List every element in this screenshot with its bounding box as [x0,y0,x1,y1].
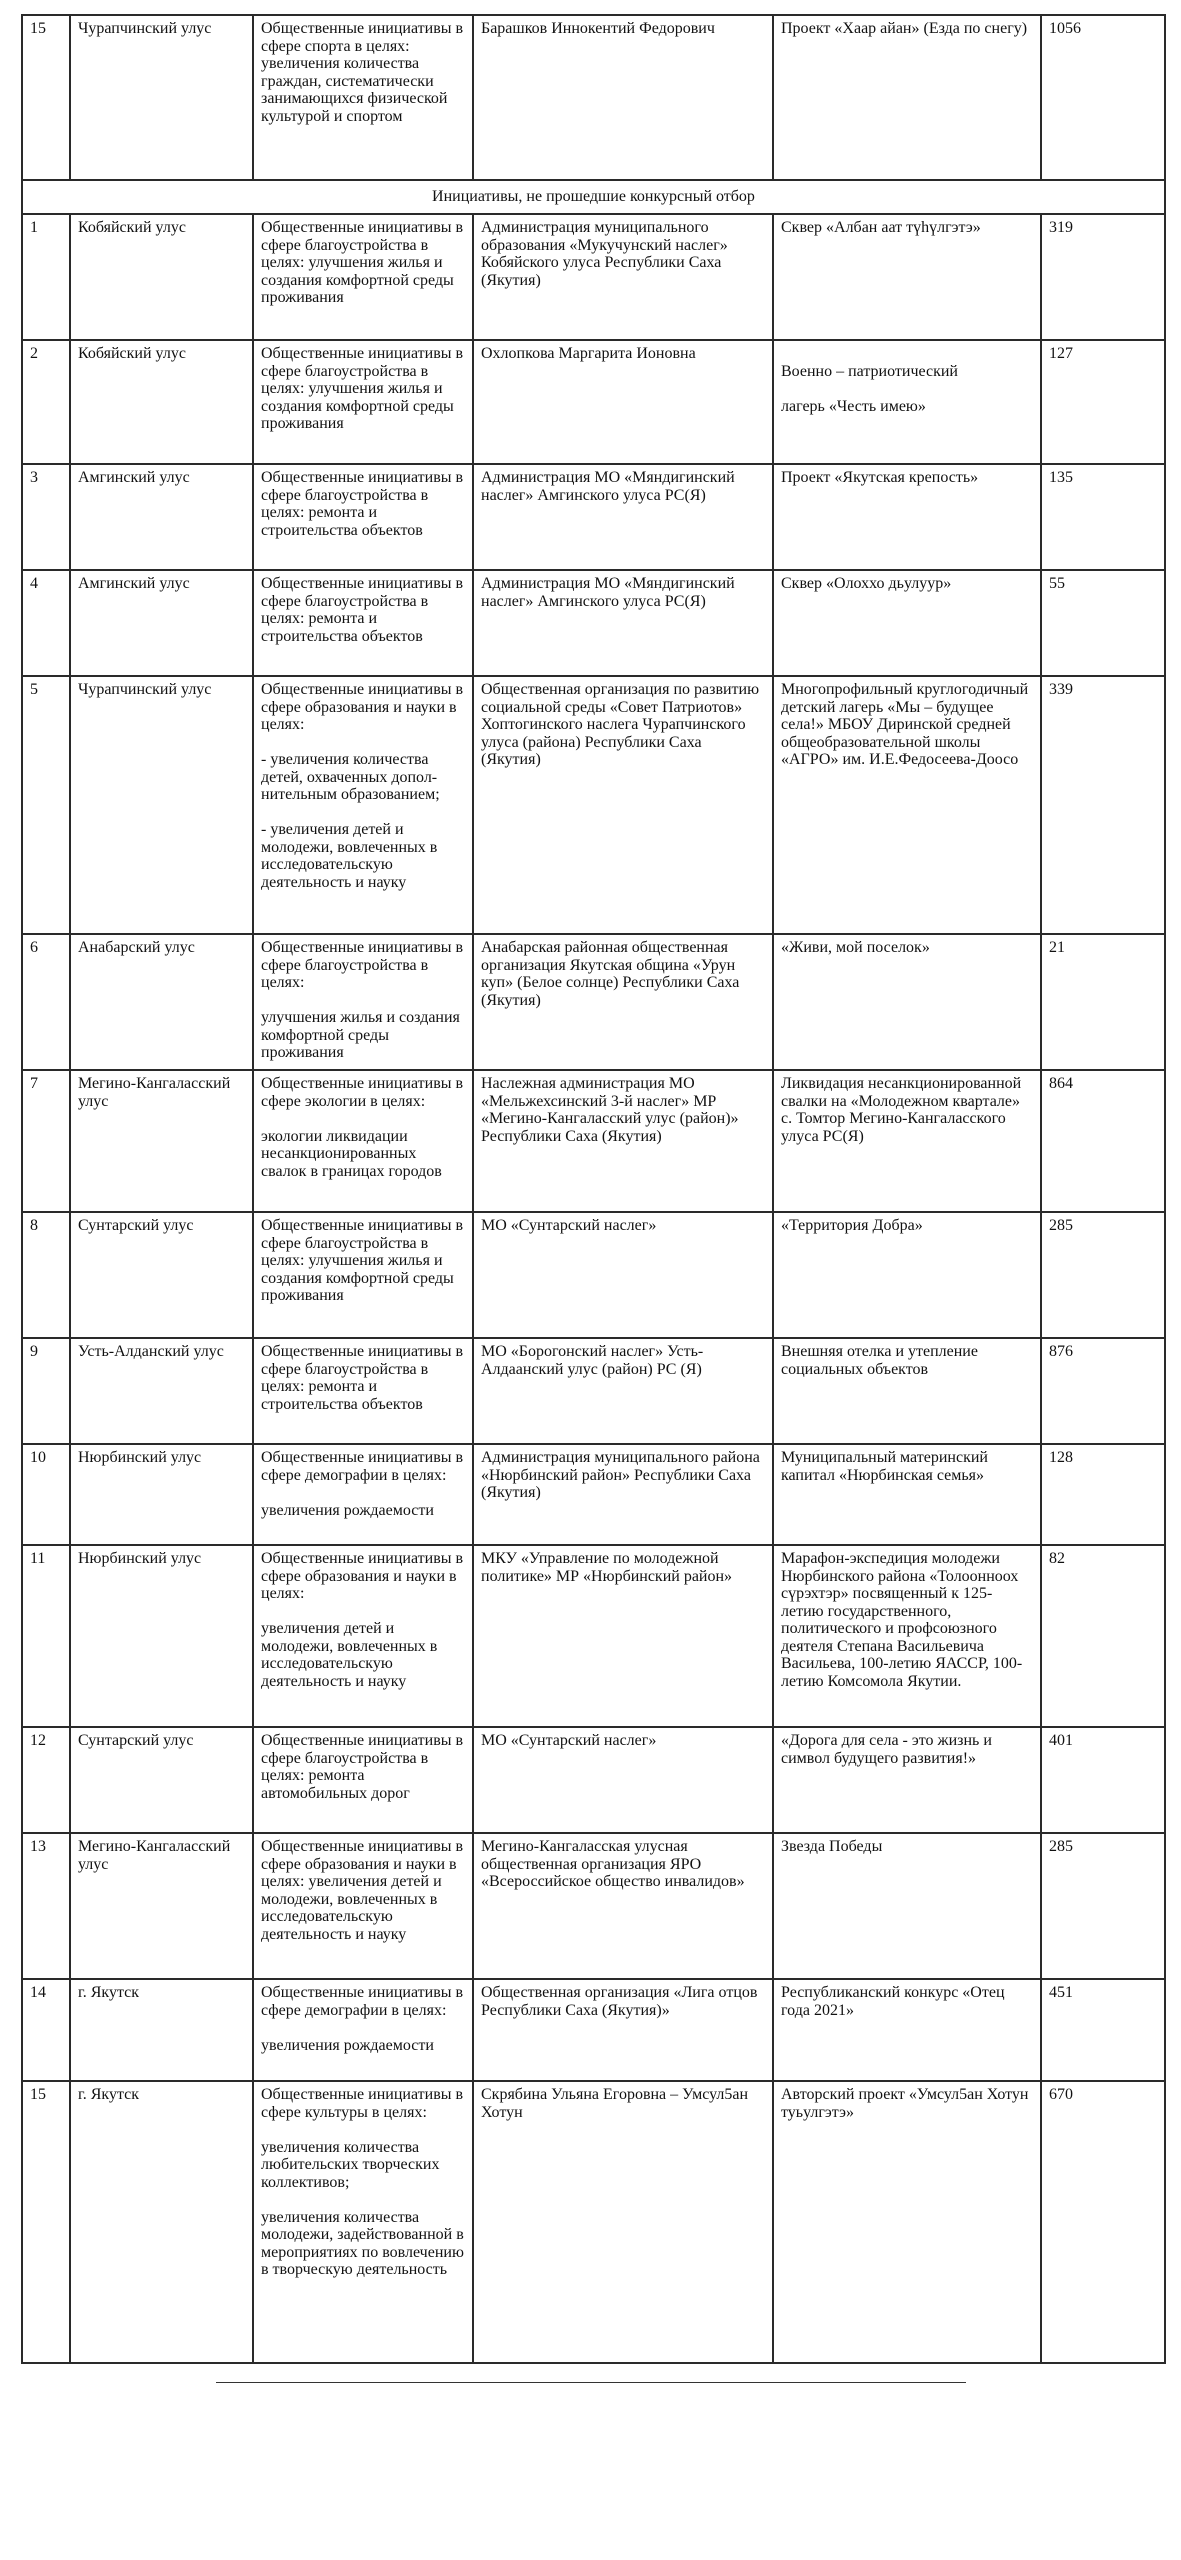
applicant-cell: Наслежная администрация МО «Мельжехсинский 3-й наслег» МР «Мегино-Кангаласский улус (район)» Республики Саха (Якутия) [473,1070,773,1212]
footer-rule [216,2382,966,2383]
section-title: Инициативы, не прошедшие конкурсный отбор [22,180,1165,214]
votes-cell: 1056 [1041,15,1165,180]
row-number: 8 [22,1212,70,1338]
table-row [22,1833,1165,1979]
district-cell: Сунтарский улус [70,1727,253,1833]
district-cell: Амгинский улус [70,570,253,676]
table-row [22,340,1165,464]
table-row [22,934,1165,1070]
table-row [22,1212,1165,1338]
district-cell: г. Якутск [70,1979,253,2081]
table-row [22,1545,1165,1727]
project-cell: Ликвидация несанкционированной свалки на «Молодежном квартале» с. Томтор Мегино-Кангаласского улуса РС(Я) [773,1070,1041,1212]
district-cell: Нюрбинский улус [70,1545,253,1727]
applicant-cell: Администрация муниципального района «Нюрбинский район» Республики Саха (Якутия) [473,1444,773,1545]
votes-cell: 285 [1041,1833,1165,1979]
votes-cell: 127 [1041,340,1165,464]
votes-cell: 670 [1041,2081,1165,2363]
direction-cell: Общественные инициативы в сфере демографии в целях: увеличения рождаемости [253,1444,473,1545]
applicant-cell: Барашков Иннокентий Федорович [473,15,773,180]
votes-cell: 876 [1041,1338,1165,1444]
district-cell: г. Якутск [70,2081,253,2363]
table-row [22,464,1165,570]
row-number: 6 [22,934,70,1070]
project-cell: Военно – патриотический лагерь «Честь имею» [773,340,1041,464]
applicant-cell: Скрябина Ульяна Егоровна – Умсул5ан Хотун [473,2081,773,2363]
votes-cell: 128 [1041,1444,1165,1545]
row-number: 7 [22,1070,70,1212]
direction-cell: Общественные инициативы в сфере благоустройства в целях: ремонта и строительства объектов [253,464,473,570]
project-cell: Марафон-экспедиция молодежи Нюрбинского района «Толоонноох сүрэхтэр» посвященный к 125-летию государственного, политического и профсоюзного деятеля Степана Васильевича Васильева, 100-летию ЯАССР, 100-летию Комсомола Якутии. [773,1545,1041,1727]
project-cell: «Дорога для села - это жизнь и символ будущего развития!» [773,1727,1041,1833]
votes-cell: 82 [1041,1545,1165,1727]
row-number: 13 [22,1833,70,1979]
row-number: 15 [22,15,70,180]
votes-cell: 339 [1041,676,1165,934]
direction-cell: Общественные инициативы в сфере благоустройства в целях: ремонта и строительства объектов [253,1338,473,1444]
votes-cell: 21 [1041,934,1165,1070]
votes-cell: 451 [1041,1979,1165,2081]
applicant-cell: Общественная организация по развитию социальной среды «Совет Патриотов» Хоптогинского наслега Чурапчинского улуса (района) Республики Саха (Якутия) [473,676,773,934]
direction-cell: Общественные инициативы в сфере демографии в целях: увеличения рождаемости [253,1979,473,2081]
table-row [22,1979,1165,2081]
direction-cell: Общественные инициативы в сфере спорта в целях: увеличения количества граждан, систематически занимающихся физической культурой и спортом [253,15,473,180]
section-header-row [22,180,1165,214]
table-row [22,570,1165,676]
project-cell: Республиканский конкурс «Отец года 2021» [773,1979,1041,2081]
initiatives-table [21,14,1166,2364]
district-cell: Мегино-Кангаласский улус [70,1070,253,1212]
direction-cell: Общественные инициативы в сфере образования и науки в целях: - увеличения количества детей, охваченных допол-нительным образованием; - увеличения детей и молодежи, вовлеченных в исследовательскую деятельность и науку [253,676,473,934]
row-number: 2 [22,340,70,464]
district-cell: Чурапчинский улус [70,676,253,934]
district-cell: Усть-Алданский улус [70,1338,253,1444]
row-number: 12 [22,1727,70,1833]
project-cell: Внешняя отелка и утепление социальных объектов [773,1338,1041,1444]
district-cell: Анабарский улус [70,934,253,1070]
direction-cell: Общественные инициативы в сфере экологии в целях: экологии ликвидации несанкционированных свалок в границах городов [253,1070,473,1212]
applicant-cell: МО «Борогонский наслег» Усть-Алдаанский улус (район) РС (Я) [473,1338,773,1444]
applicant-cell: МО «Сунтарский наслег» [473,1212,773,1338]
table-row [22,1070,1165,1212]
district-cell: Нюрбинский улус [70,1444,253,1545]
row-number: 1 [22,214,70,340]
project-cell: «Живи, мой поселок» [773,934,1041,1070]
votes-cell: 135 [1041,464,1165,570]
direction-cell: Общественные инициативы в сфере благоустройства в целях: улучшения жилья и создания комфортной среды проживания [253,934,473,1070]
applicant-cell: Охлопкова Маргарита Ионовна [473,340,773,464]
row-number: 10 [22,1444,70,1545]
table-row [22,1444,1165,1545]
district-cell: Сунтарский улус [70,1212,253,1338]
project-cell: Проект «Хаар айан» (Езда по снегу) [773,15,1041,180]
table-row [22,1727,1165,1833]
project-cell: Муниципальный материнский капитал «Нюрбинская семья» [773,1444,1041,1545]
district-cell: Амгинский улус [70,464,253,570]
project-cell: Сквер «Албан аат түһүлгэтэ» [773,214,1041,340]
table-row [22,676,1165,934]
row-number: 9 [22,1338,70,1444]
votes-cell: 285 [1041,1212,1165,1338]
row-number: 4 [22,570,70,676]
votes-cell: 55 [1041,570,1165,676]
direction-cell: Общественные инициативы в сфере благоустройства в целях: ремонта и строительства объектов [253,570,473,676]
applicant-cell: Общественная организация «Лига отцов Республики Саха (Якутия)» [473,1979,773,2081]
district-cell: Кобяйский улус [70,340,253,464]
applicant-cell: Администрация муниципального образования «Мукучунский наслег» Кобяйского улуса Республики Саха (Якутия) [473,214,773,340]
applicant-cell: МО «Сунтарский наслег» [473,1727,773,1833]
direction-cell: Общественные инициативы в сфере образования и науки в целях: увеличения детей и молодежи, вовлеченных в исследовательскую деятельность и науку [253,1545,473,1727]
direction-cell: Общественные инициативы в сфере благоустройства в целях: улучшения жилья и создания комфортной среды проживания [253,340,473,464]
direction-cell: Общественные инициативы в сфере культуры в целях: увеличения количества любительских творческих коллективов; увеличения количества молодежи, задействованной в мероприятиях по вовлечению в творческую деятельность [253,2081,473,2363]
applicant-cell: Администрация МО «Мяндигинский наслег» Амгинского улуса РС(Я) [473,464,773,570]
applicant-cell: МКУ «Управление по молодежной политике» МР «Нюрбинский район» [473,1545,773,1727]
table-row [22,2081,1165,2363]
project-cell: «Территория Добра» [773,1212,1041,1338]
project-cell: Звезда Победы [773,1833,1041,1979]
table-row [22,214,1165,340]
direction-cell: Общественные инициативы в сфере благоустройства в целях: улучшения жилья и создания комфортной среды проживания [253,1212,473,1338]
votes-cell: 319 [1041,214,1165,340]
project-cell: Сквер «Олоххо дьулуур» [773,570,1041,676]
row-number: 11 [22,1545,70,1727]
applicant-cell: Анабарская районная общественная организация Якутская община «Урун куп» (Белое солнце) Республики Саха (Якутия) [473,934,773,1070]
district-cell: Мегино-Кангаласский улус [70,1833,253,1979]
applicant-cell: Мегино-Кангаласская улусная общественная организация ЯРО «Всероссийское общество инвалидов» [473,1833,773,1979]
project-cell: Многопрофильный круглогодичный детский лагерь «Мы – будущее села!» МБОУ Диринской средней общеобразовательной школы «АГРО» им. И.Е.Федосеева-Доосо [773,676,1041,934]
table-row [22,15,1165,180]
district-cell: Кобяйский улус [70,214,253,340]
table-row [22,1338,1165,1444]
row-number: 14 [22,1979,70,2081]
row-number: 15 [22,2081,70,2363]
direction-cell: Общественные инициативы в сфере образования и науки в целях: увеличения детей и молодежи, вовлеченных в исследовательскую деятельность и науку [253,1833,473,1979]
votes-cell: 864 [1041,1070,1165,1212]
project-cell: Проект «Якутская крепость» [773,464,1041,570]
district-cell: Чурапчинский улус [70,15,253,180]
applicant-cell: Администрация МО «Мяндигинский наслег» Амгинского улуса РС(Я) [473,570,773,676]
votes-cell: 401 [1041,1727,1165,1833]
direction-cell: Общественные инициативы в сфере благоустройства в целях: улучшения жилья и создания комфортной среды проживания [253,214,473,340]
row-number: 5 [22,676,70,934]
project-cell: Авторский проект «Умсул5ан Хотун туьулгэтэ» [773,2081,1041,2363]
direction-cell: Общественные инициативы в сфере благоустройства в целях: ремонта автомобильных дорог [253,1727,473,1833]
row-number: 3 [22,464,70,570]
